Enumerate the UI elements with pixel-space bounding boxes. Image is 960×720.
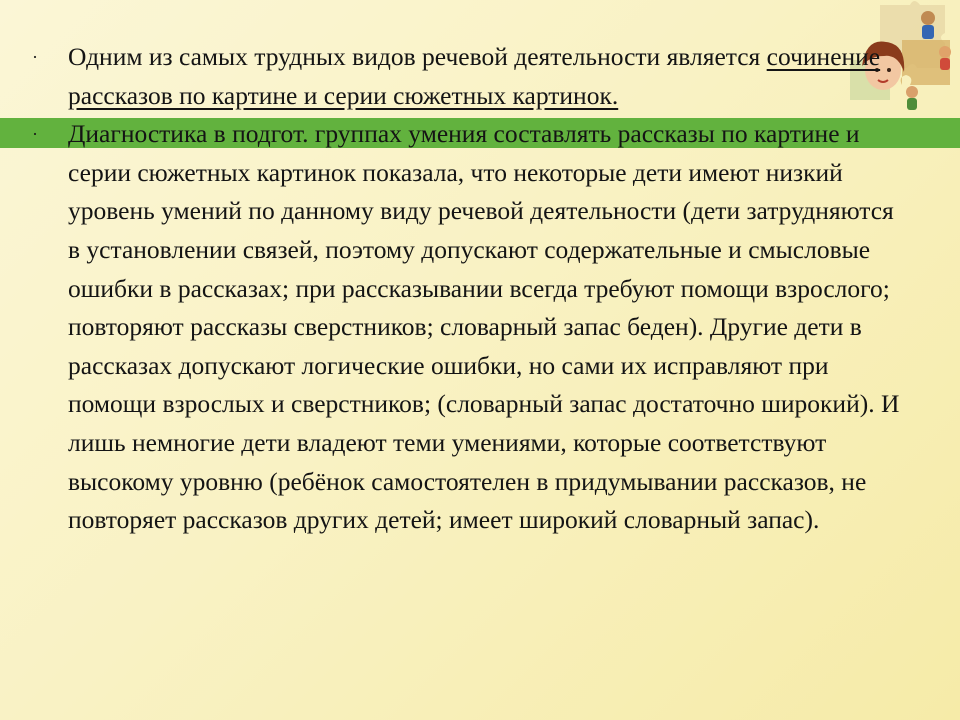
bullet-dot: · <box>32 47 38 67</box>
bullet-2-text: Диагностика в подгот. группах умения составлять рассказы по картине и серии сюжетных картинок показала, что некоторые дети имеют низкий уровень умений по данному виду речевой деятельности (дети затрудняются в установлении связей, поэтому допускают содержательные и смысловые ошибки в рассказах; при рассказывании всегда требуют помощи взрослого; повторяют рассказы сверстников; словарный запас беден). Другие дети в рассказах допускают логические ошибки, но сами их исправляют при помощи взрослых и сверстников; (словарный запас достаточно широкий). И лишь немногие дети владеют теми умениями, которые соответствуют высокому уровню (ребёнок самостоятелен в придумывании рассказов, не повторяет рассказов других детей; имеет широкий словарный запас). <box>68 119 900 535</box>
bullet-dot: · <box>32 124 38 145</box>
slide-body <box>30 38 910 540</box>
bullet-1-underlined: сочинение рассказов по картине и серии сюжетных картинок. <box>68 42 881 110</box>
bullet-1-text: Одним из самых трудных видов речевой деятельности является <box>68 42 767 71</box>
bullet-item-2 <box>30 115 910 540</box>
bullet-item-1 <box>30 38 910 115</box>
